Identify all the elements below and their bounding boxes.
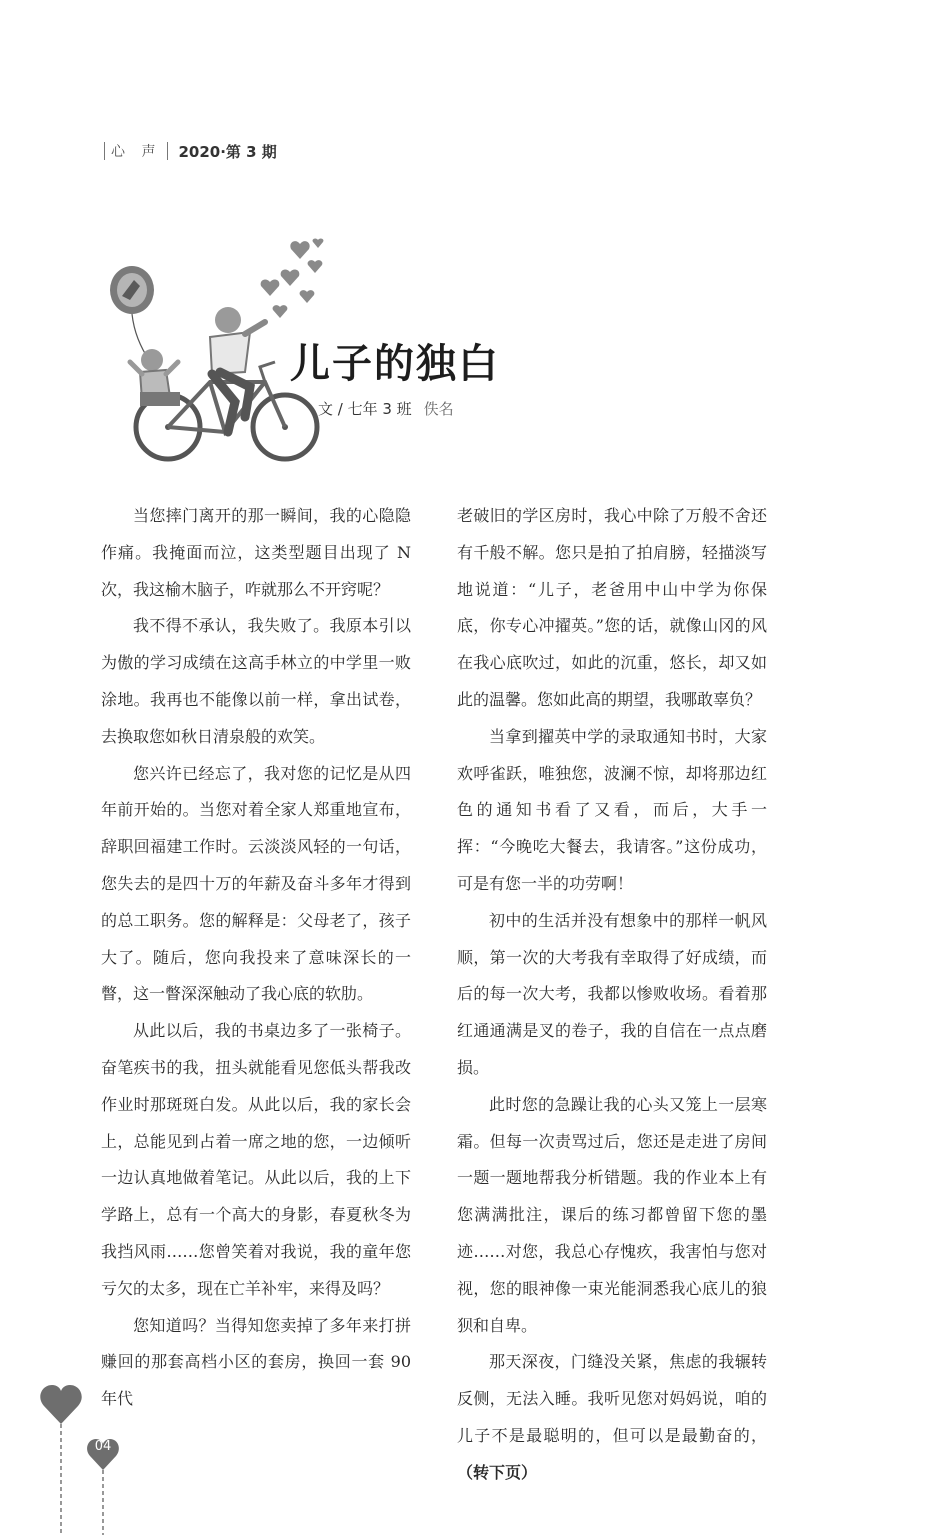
paragraph-continued: 老破旧的学区房时，我心中除了万般不舍还有千般不解。您只是拍了拍肩膀，轻描淡写地说道：“儿子，老爸用中山中学为你保底，你专心冲擢英。”您的话，就像山冈的风在我心底吹过，如此的沉重，悠长，却又如此的温馨。您如此高的期望，我哪敢辜负？ xyxy=(457,506,767,709)
right-column xyxy=(457,498,767,1492)
paragraph-text: 那天深夜，门缝没关紧，焦虑的我辗转反侧，无法入睡。我听见您对妈妈说，咱的儿子不是最聪明的，但可以是最勤奋的， xyxy=(457,1352,767,1445)
paragraph: 当您摔门离开的那一瞬间，我的心隐隐作痛。我掩面而泣，这类型题目出现了 N 次，我这榆木脑子，咋就那么不开窍呢？ xyxy=(101,506,411,599)
paragraph-last xyxy=(457,1344,767,1491)
balloon-icon xyxy=(110,266,154,362)
left-column xyxy=(101,498,411,1418)
paragraph: 您知道吗？当得知您卖掉了多年来打拼赚回的那套高档小区的套房，换回一套 90 年代 xyxy=(101,1315,411,1409)
heart-icon xyxy=(40,1385,81,1424)
paragraph: 此时您的急躁让我的心头又笼上一层寒霜。但每一次责骂过后，您还是走进了房间一题一题地帮我分析错题。我的作业本上有您满满批注，课后的练习都曾留下您的墨迹……对您，我总心存愧疚，我害怕与您对视，您的眼神像一束光能洞悉我心底儿的狼狈和自卑。 xyxy=(457,1094,767,1335)
byline-author: 佚名 xyxy=(423,400,454,418)
issue-label: 2020·第 3 期 xyxy=(178,142,277,161)
column-name: 心 声 xyxy=(111,144,162,160)
child-figure xyxy=(130,349,180,406)
running-header xyxy=(98,138,277,164)
continued-label: （转下页） xyxy=(457,1462,538,1482)
byline-class: 文 / 七年 3 班 xyxy=(318,400,412,418)
paragraph: 当拿到擢英中学的录取通知书时，大家欢呼雀跃，唯独您，波澜不惊，却将那边红色的通知书看了又看，而后，大手一挥：“今晚吃大餐去，我请客。”这份成功，可是有您一半的功劳啊！ xyxy=(457,726,767,893)
header-divider xyxy=(104,142,105,160)
page-number: 04 xyxy=(94,1439,112,1454)
paragraph: 从此以后，我的书桌边多了一张椅子。奋笔疾书的我，扭头就能看见您低头帮我改作业时那斑斑白发。从此以后，我的家长会上，总能见到占着一席之地的您，一边倾听一边认真地做着笔记。从此以后，我的上下学路上，总有一个高大的身影，春夏秋冬为我挡风雨……您曾笑着对我说，我的童年您亏欠的太多，现在亡羊补牢，来得及吗？ xyxy=(101,1021,411,1298)
paragraph: 您兴许已经忘了，我对您的记忆是从四年前开始的。当您对着全家人郑重地宣布，辞职回福建工作时。云淡淡风轻的一句话，您失去的是四十万的年薪及奋斗多年才得到的总工职务。您的解释是：父母老了，孩子大了。随后，您向我投来了意味深长的一瞥，这一瞥深深触动了我心底的软肋。 xyxy=(101,763,411,1004)
heart-page-decoration xyxy=(38,1380,128,1535)
floating-hearts xyxy=(261,239,324,318)
byline xyxy=(318,398,454,419)
paragraph: 我不得不承认，我失败了。我原本引以为傲的学习成绩在这高手林立的中学里一败涂地。我再也不能像以前一样，拿出试卷，去换取您如秋日清泉般的欢笑。 xyxy=(101,616,411,746)
article-title: 儿子的独白 xyxy=(290,341,500,387)
paragraph: 初中的生活并没有想象中的那样一帆风顺，第一次的大考我有幸取得了好成绩，而后的每一次大考，我都以惨败收场。看着那红通通满是叉的卷子，我的自信在一点点磨损。 xyxy=(457,910,767,1077)
header-divider xyxy=(167,142,168,160)
